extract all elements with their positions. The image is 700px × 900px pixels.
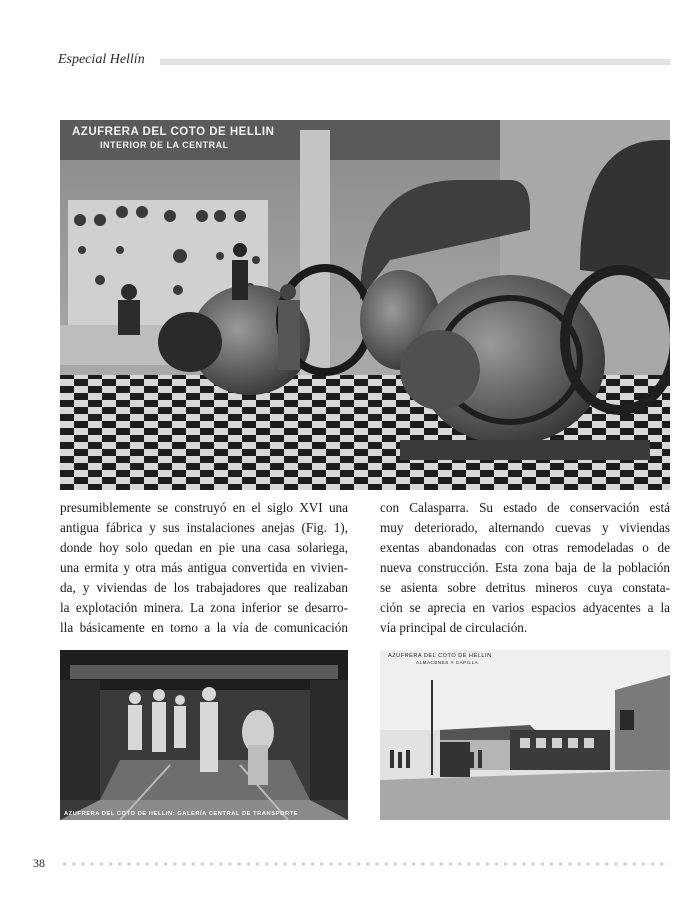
text-line: con Calasparra. Su estado de conservación está (380, 500, 670, 515)
photo-right-caption-title: AZUFRERA DEL COTO DE HELLIN (388, 653, 492, 659)
text-line: donde hoy solo quedan en pie una casa solariega, (60, 540, 348, 555)
text-line: se asienta sobre detritus mineros cuya constata- (380, 580, 670, 595)
photo-power-plant-interior (60, 120, 670, 490)
text-line: da, y viviendas de los trabajadores que realizaban (60, 580, 348, 595)
text-line: presumiblemente se construyó en el siglo XVI una (60, 500, 348, 515)
text-line: vía principal de circulación. (380, 620, 528, 635)
photo-main-caption-subtitle: INTERIOR DE LA CENTRAL (100, 140, 229, 150)
text-line: la explotación minera. La zona inferior se desarro- (60, 600, 348, 615)
photo-main-caption-title: AZUFRERA DEL COTO DE HELLIN (72, 126, 275, 138)
photo-right-caption-subtitle: ALMACENES Y CAPILLA (416, 660, 479, 665)
photo-left-caption: AZUFRERA DEL COTO DE HELLIN: GALERÍA CENTRAL DE TRANSPORTE (64, 811, 299, 817)
text-line: muy deteriorado, alternando cuevas y viviendas (380, 520, 670, 535)
body-text-right-column (380, 498, 670, 638)
text-line: lla básicamente en torno a la vía de comunicación (60, 620, 348, 635)
section-title: Especial Hellín (58, 52, 145, 67)
page-number: 38 (33, 856, 45, 870)
text-line: antigua fábrica y sus instalaciones anejas (Fig. 1), (60, 520, 348, 535)
body-text-left-column (60, 498, 348, 638)
photo-transport-gallery (60, 650, 348, 820)
footer-dot-rule (60, 861, 670, 867)
photo-gallery-graphic (60, 650, 348, 820)
photo-warehouses-graphic (380, 650, 670, 820)
photo-warehouses-chapel (380, 650, 670, 820)
photo-power-plant-graphic (60, 120, 670, 490)
text-line: exentas abandonadas con otras remodeladas o de (380, 540, 670, 555)
header-rule (160, 59, 670, 65)
text-line: nueva construcción. Esta zona baja de la población (380, 560, 670, 575)
text-line: una ermita y otra más antigua convertida en vivien- (60, 560, 348, 575)
text-line: ción se aprecia en varios espacios adyacentes a la (380, 600, 670, 615)
